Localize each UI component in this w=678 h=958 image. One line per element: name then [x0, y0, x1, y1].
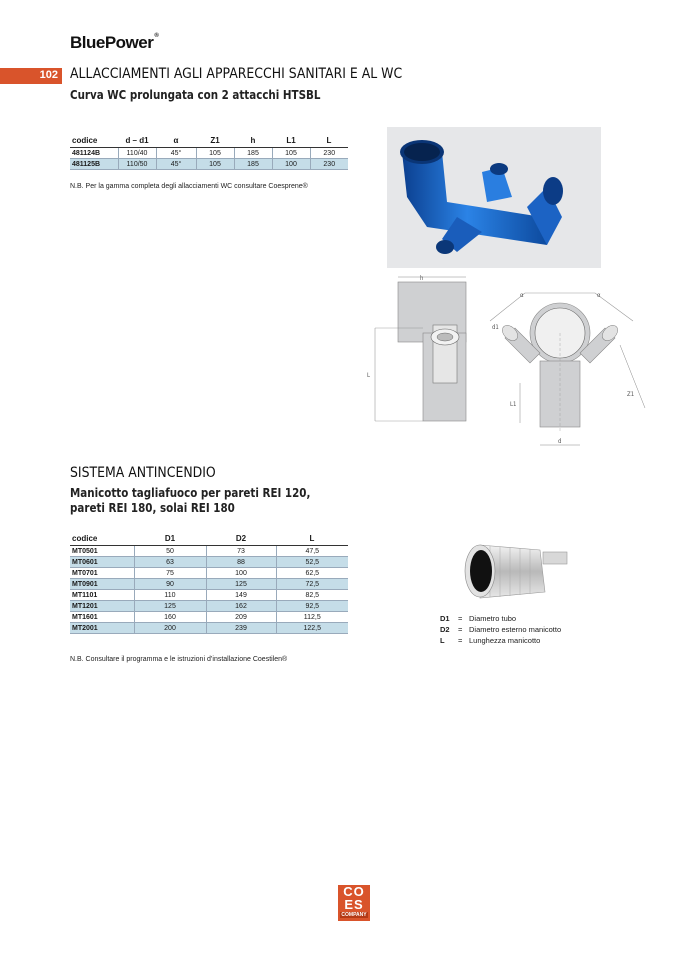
table-row: [70, 590, 348, 601]
dim-alpha-2: α: [597, 292, 601, 299]
col-header: L: [276, 532, 348, 546]
table-cell: 110/40: [118, 148, 156, 159]
product-photo-wc-bend: [387, 127, 601, 268]
section1-table: [70, 134, 348, 170]
col-header: L: [310, 134, 348, 148]
section2-note: N.B. Consultare il programma e le istruzioni d’installazione Coestilen®: [70, 656, 288, 663]
table-cell: 50: [134, 546, 206, 557]
technical-drawing: [365, 273, 665, 456]
section1-note: N.B. Per la gamma completa degli allacciamenti WC consultare Coesprene®: [70, 183, 308, 190]
section1-title: ALLACCIAMENTI AGLI APPARECCHI SANITARI E AL WC: [70, 66, 403, 82]
dim-d: d: [558, 438, 562, 445]
page-number-tab: 102: [0, 68, 62, 84]
table-cell: 160: [134, 612, 206, 623]
cell-code: MT2001: [70, 623, 134, 634]
cell-code: MT0701: [70, 568, 134, 579]
fire-collar-image: [455, 540, 575, 602]
table-cell: 185: [234, 148, 272, 159]
cell-code: MT1201: [70, 601, 134, 612]
col-header: codice: [70, 134, 118, 148]
table-cell: 112,5: [276, 612, 348, 623]
col-header: D2: [206, 532, 276, 546]
table-row: [70, 148, 348, 159]
brand-logo: BluePower®: [70, 33, 159, 52]
dim-d1: d1: [492, 324, 499, 331]
table-cell: 47,5: [276, 546, 348, 557]
table-cell: 100: [272, 159, 310, 170]
table-cell: 125: [206, 579, 276, 590]
table-row: [70, 601, 348, 612]
section2-subtitle-line1: Manicotto tagliafuoco per pareti REI 120,: [70, 486, 311, 500]
section2-subtitle-line2: pareti REI 180, solai REI 180: [70, 501, 235, 515]
dim-Z1: Z1: [627, 391, 635, 398]
table-row: [70, 568, 348, 579]
table-cell: 162: [206, 601, 276, 612]
dim-L: L: [367, 372, 371, 379]
table-cell: 45°: [156, 159, 196, 170]
table-row: [70, 159, 348, 170]
table-cell: 105: [196, 148, 234, 159]
table-cell: 72,5: [276, 579, 348, 590]
legend-item: L = Lunghezza manicotto: [440, 636, 541, 645]
col-header: L1: [272, 134, 310, 148]
cell-code: 481124B: [70, 148, 118, 159]
table-cell: 149: [206, 590, 276, 601]
table-cell: 105: [196, 159, 234, 170]
table-row: [70, 579, 348, 590]
dim-h: h: [420, 275, 424, 282]
table-row: [70, 557, 348, 568]
table-cell: 90: [134, 579, 206, 590]
table-row: [70, 546, 348, 557]
col-header: h: [234, 134, 272, 148]
coes-logo: CO ES COMPANY: [338, 885, 370, 921]
table-row: [70, 623, 348, 634]
table-cell: 125: [134, 601, 206, 612]
table-cell: 110/50: [118, 159, 156, 170]
section2-title: SISTEMA ANTINCENDIO: [70, 465, 216, 481]
cell-code: MT1601: [70, 612, 134, 623]
table-header-row: [70, 134, 348, 148]
table-cell: 110: [134, 590, 206, 601]
table-cell: 100: [206, 568, 276, 579]
col-header: Z1: [196, 134, 234, 148]
cell-code: MT0501: [70, 546, 134, 557]
col-header: D1: [134, 532, 206, 546]
legend-item: D1 = Diametro tubo: [440, 614, 517, 623]
table-cell: 82,5: [276, 590, 348, 601]
table-cell: 62,5: [276, 568, 348, 579]
table-cell: 52,5: [276, 557, 348, 568]
table-cell: 200: [134, 623, 206, 634]
cell-code: MT1101: [70, 590, 134, 601]
legend-item: D2 = Diametro esterno manicotto: [440, 625, 562, 634]
table-cell: 239: [206, 623, 276, 634]
table-cell: 230: [310, 148, 348, 159]
table-cell: 63: [134, 557, 206, 568]
dim-alpha-1: α: [520, 292, 524, 299]
section1-subtitle: Curva WC prolungata con 2 attacchi HTSBL: [70, 88, 321, 102]
table-cell: 185: [234, 159, 272, 170]
table-cell: 75: [134, 568, 206, 579]
table-cell: 73: [206, 546, 276, 557]
cell-code: 481125B: [70, 159, 118, 170]
table-cell: 88: [206, 557, 276, 568]
table-header-row: [70, 532, 348, 546]
col-header: codice: [70, 532, 134, 546]
dim-L1: L1: [510, 401, 517, 408]
cell-code: MT0601: [70, 557, 134, 568]
table-cell: 122,5: [276, 623, 348, 634]
table-row: [70, 612, 348, 623]
table-cell: 230: [310, 159, 348, 170]
table-cell: 92,5: [276, 601, 348, 612]
section2-table: [70, 532, 348, 634]
col-header: d – d1: [118, 134, 156, 148]
table-cell: 45°: [156, 148, 196, 159]
col-header: α: [156, 134, 196, 148]
legend: [440, 613, 561, 646]
cell-code: MT0901: [70, 579, 134, 590]
table-cell: 105: [272, 148, 310, 159]
table-cell: 209: [206, 612, 276, 623]
